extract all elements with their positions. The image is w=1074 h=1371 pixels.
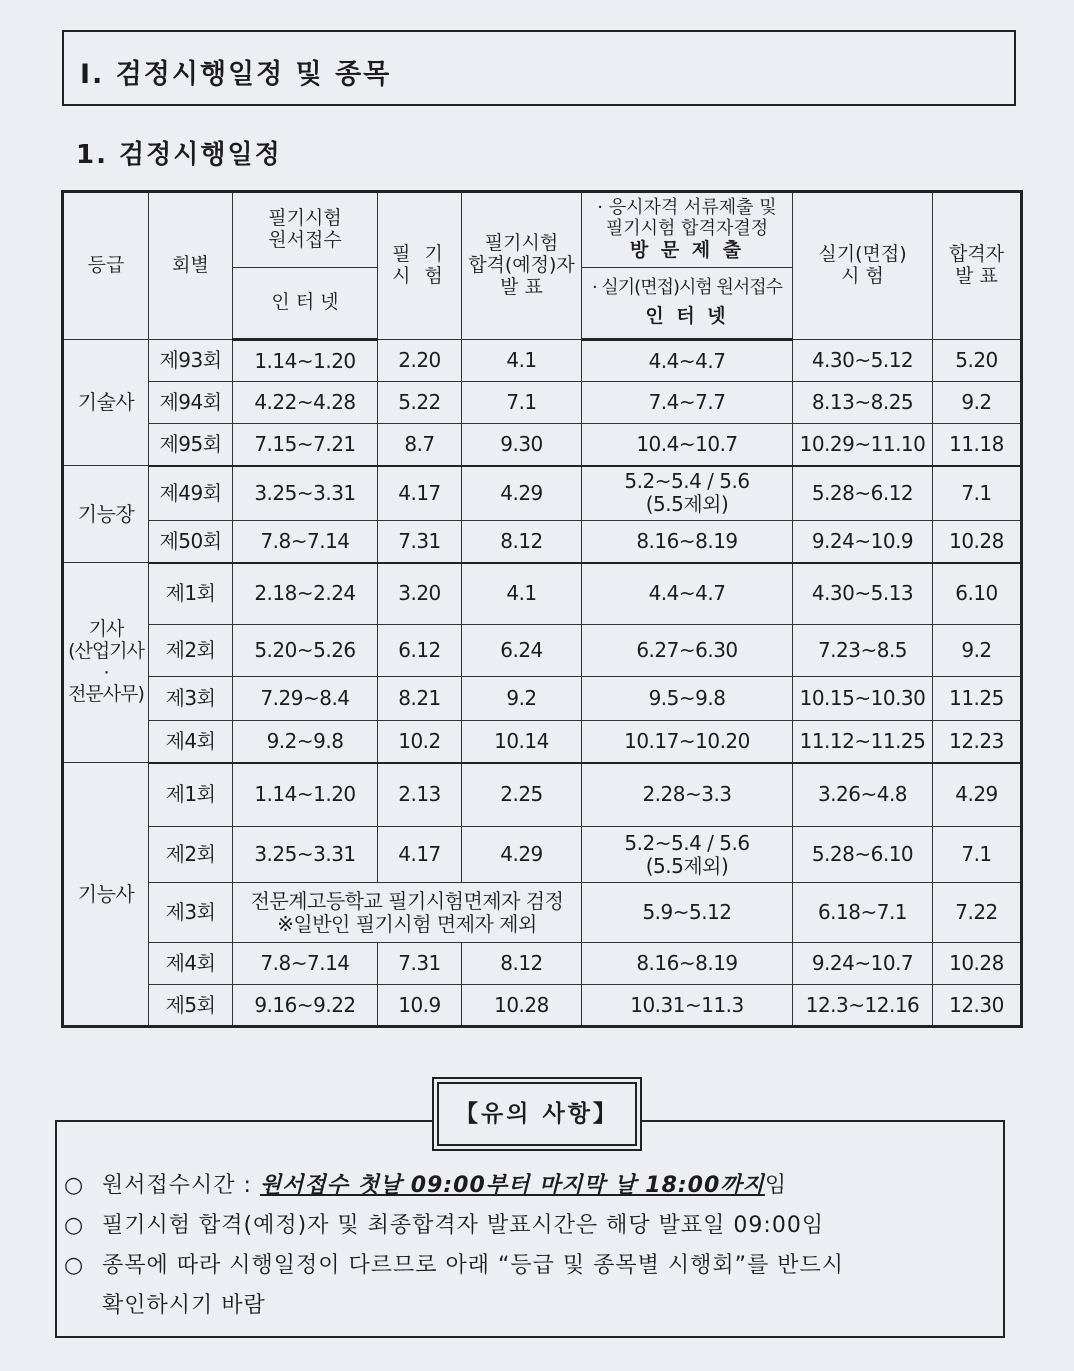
- exam-cell: 7.31: [378, 943, 462, 985]
- result-cell: 8.12: [462, 943, 582, 985]
- docs-cell: 8.16~8.19: [582, 521, 793, 563]
- header-written-result: 필기시험 합격(예정)자 발 표: [462, 192, 582, 340]
- result-cell: 8.12: [462, 521, 582, 563]
- docs-cell: 7.4~7.7: [582, 382, 793, 424]
- docs-cell: 5.2~5.4 / 5.6 (5.5제외): [582, 466, 793, 521]
- final-cell: 9.2: [933, 382, 1022, 424]
- docs-cell: 2.28~3.3: [582, 763, 793, 827]
- table-row: [63, 382, 1022, 424]
- apply-cell: 1.14~1.20: [233, 763, 378, 827]
- practical-cell: 5.28~6.10: [793, 827, 933, 883]
- header-grade: 등급: [63, 192, 149, 340]
- header-written-exam: 필 기 시 험: [378, 192, 462, 340]
- header-docs-visit: 방 문 제 출: [629, 238, 745, 261]
- exam-cell: 6.12: [378, 625, 462, 677]
- practical-cell: 11.12~11.25: [793, 721, 933, 763]
- practical-cell: 3.26~4.8: [793, 763, 933, 827]
- header-docs-top-text: · 응시자격 서류제출 및 필기시험 합격자결정: [597, 197, 777, 240]
- apply-cell: 3.25~3.31: [233, 827, 378, 883]
- final-cell: 10.28: [933, 943, 1022, 985]
- header-docs-bottom: [582, 268, 793, 340]
- practical-cell: 4.30~5.13: [793, 563, 933, 625]
- result-cell: 4.29: [462, 827, 582, 883]
- circle-bullet-icon: ○: [64, 1173, 85, 1198]
- practical-cell: 4.30~5.12: [793, 340, 933, 382]
- header-round: 회별: [149, 192, 233, 340]
- docs-cell: 10.17~10.20: [582, 721, 793, 763]
- apply-cell: 7.29~8.4: [233, 677, 378, 721]
- docs-cell: 6.27~6.30: [582, 625, 793, 677]
- notice-line-1: [64, 1168, 787, 1199]
- table-row: [63, 521, 1022, 563]
- result-cell: 2.25: [462, 763, 582, 827]
- final-cell: 12.30: [933, 985, 1022, 1027]
- result-cell: 4.29: [462, 466, 582, 521]
- result-cell: 10.14: [462, 721, 582, 763]
- table-row: [63, 943, 1022, 985]
- practical-cell: 8.13~8.25: [793, 382, 933, 424]
- section-title: Ⅰ. 검정시행일정 및 종목: [80, 59, 392, 90]
- header-practical: 실기(면접) 시 험: [793, 192, 933, 340]
- table-row: [63, 466, 1022, 521]
- final-cell: 11.18: [933, 424, 1022, 466]
- notice-line-3-cont: 확인하시기 바람: [102, 1293, 266, 1318]
- section-header-box: [62, 30, 1016, 106]
- practical-cell: 7.23~8.5: [793, 625, 933, 677]
- exam-cell: 2.20: [378, 340, 462, 382]
- exam-cell: 3.20: [378, 563, 462, 625]
- notice-title: 【유의 사항】: [437, 1082, 637, 1146]
- round-cell: 제5회: [149, 985, 233, 1027]
- round-cell: 제49회: [149, 466, 233, 521]
- docs-cell: 5.9~5.12: [582, 883, 793, 943]
- exemption-note-cell: 전문계고등학교 필기시험면제자 검정 ※일반인 필기시험 면제자 제외: [233, 883, 582, 943]
- schedule-table: [61, 190, 1023, 1028]
- final-cell: 6.10: [933, 563, 1022, 625]
- exam-cell: 4.17: [378, 466, 462, 521]
- docs-cell: 10.31~11.3: [582, 985, 793, 1027]
- circle-bullet-icon: ○: [64, 1213, 85, 1238]
- grade-cell: 기사 (산업기사 · 전문사무): [63, 563, 149, 763]
- round-cell: 제93회: [149, 340, 233, 382]
- notice-line-1-prefix: 원서접수시간 :: [102, 1173, 260, 1198]
- final-cell: 11.25: [933, 677, 1022, 721]
- practical-cell: 9.24~10.9: [793, 521, 933, 563]
- round-cell: 제2회: [149, 827, 233, 883]
- header-written-apply: 필기시험 원서접수: [233, 192, 378, 268]
- apply-cell: 7.8~7.14: [233, 943, 378, 985]
- round-cell: 제3회: [149, 883, 233, 943]
- notice-line-2: [64, 1208, 824, 1239]
- final-cell: 10.28: [933, 521, 1022, 563]
- practical-cell: 9.24~10.7: [793, 943, 933, 985]
- apply-cell: 5.20~5.26: [233, 625, 378, 677]
- docs-cell: 4.4~4.7: [582, 340, 793, 382]
- apply-cell: 9.2~9.8: [233, 721, 378, 763]
- exam-cell: 8.21: [378, 677, 462, 721]
- round-cell: 제3회: [149, 677, 233, 721]
- notice-line-1-emphasis: 원서접수 첫날 09:00부터 마지막 날 18:00까지: [259, 1173, 765, 1198]
- result-cell: 9.30: [462, 424, 582, 466]
- apply-cell: 1.14~1.20: [233, 340, 378, 382]
- round-cell: 제4회: [149, 721, 233, 763]
- table-row: [63, 883, 1022, 943]
- table-row: [63, 763, 1022, 827]
- table-row: [63, 424, 1022, 466]
- final-cell: 4.29: [933, 763, 1022, 827]
- header-written-apply-internet: 인 터 넷: [233, 268, 378, 340]
- notice-line-1-suffix: 임: [764, 1173, 788, 1198]
- final-cell: 7.1: [933, 466, 1022, 521]
- practical-cell: 10.29~11.10: [793, 424, 933, 466]
- table-row: [63, 985, 1022, 1027]
- docs-cell: 9.5~9.8: [582, 677, 793, 721]
- header-final-result: 합격자 발 표: [933, 192, 1022, 340]
- final-cell: 12.23: [933, 721, 1022, 763]
- exam-cell: 10.9: [378, 985, 462, 1027]
- result-cell: 9.2: [462, 677, 582, 721]
- docs-cell: 4.4~4.7: [582, 563, 793, 625]
- table-row: [63, 721, 1022, 763]
- table-row: [63, 625, 1022, 677]
- round-cell: 제1회: [149, 763, 233, 827]
- header-docs-internet: 인 터 넷: [645, 305, 729, 328]
- result-cell: 7.1: [462, 382, 582, 424]
- practical-cell: 5.28~6.12: [793, 466, 933, 521]
- exam-cell: 10.2: [378, 721, 462, 763]
- final-cell: 7.22: [933, 883, 1022, 943]
- practical-cell: 6.18~7.1: [793, 883, 933, 943]
- apply-cell: 4.22~4.28: [233, 382, 378, 424]
- round-cell: 제2회: [149, 625, 233, 677]
- practical-cell: 12.3~12.16: [793, 985, 933, 1027]
- exam-cell: 4.17: [378, 827, 462, 883]
- grade-cell: 기능장: [63, 466, 149, 563]
- round-cell: 제50회: [149, 521, 233, 563]
- apply-cell: 7.15~7.21: [233, 424, 378, 466]
- table-row: [63, 677, 1022, 721]
- docs-cell: 10.4~10.7: [582, 424, 793, 466]
- table-row: [63, 827, 1022, 883]
- apply-cell: 9.16~9.22: [233, 985, 378, 1027]
- circle-bullet-icon: ○: [64, 1253, 85, 1278]
- table-row: [63, 340, 1022, 382]
- round-cell: 제4회: [149, 943, 233, 985]
- result-cell: 6.24: [462, 625, 582, 677]
- apply-cell: 2.18~2.24: [233, 563, 378, 625]
- exam-cell: 5.22: [378, 382, 462, 424]
- header-docs-bottom-text: · 실기(면접)시험 원서접수: [591, 276, 783, 298]
- notice-line-3-text: 종목에 따라 시행일정이 다르므로 아래 “등급 및 종목별 시행회”를 반드시: [102, 1253, 845, 1278]
- round-cell: 제1회: [149, 563, 233, 625]
- exam-cell: 2.13: [378, 763, 462, 827]
- result-cell: 4.1: [462, 340, 582, 382]
- round-cell: 제95회: [149, 424, 233, 466]
- final-cell: 7.1: [933, 827, 1022, 883]
- notice-line-3: [64, 1248, 844, 1279]
- round-cell: 제94회: [149, 382, 233, 424]
- result-cell: 10.28: [462, 985, 582, 1027]
- exam-cell: 7.31: [378, 521, 462, 563]
- grade-cell: 기능사: [63, 763, 149, 1027]
- notice-line-2-text: 필기시험 합격(예정)자 및 최종합격자 발표시간은 해당 발표일 09:00임: [102, 1213, 825, 1238]
- final-cell: 5.20: [933, 340, 1022, 382]
- grade-cell: 기술사: [63, 340, 149, 466]
- docs-cell: 5.2~5.4 / 5.6 (5.5제외): [582, 827, 793, 883]
- final-cell: 9.2: [933, 625, 1022, 677]
- result-cell: 4.1: [462, 563, 582, 625]
- docs-cell: 8.16~8.19: [582, 943, 793, 985]
- apply-cell: 7.8~7.14: [233, 521, 378, 563]
- apply-cell: 3.25~3.31: [233, 466, 378, 521]
- subsection-title: 1. 검정시행일정: [76, 140, 282, 170]
- exam-cell: 8.7: [378, 424, 462, 466]
- header-docs-top: [582, 192, 793, 268]
- practical-cell: 10.15~10.30: [793, 677, 933, 721]
- table-row: [63, 563, 1022, 625]
